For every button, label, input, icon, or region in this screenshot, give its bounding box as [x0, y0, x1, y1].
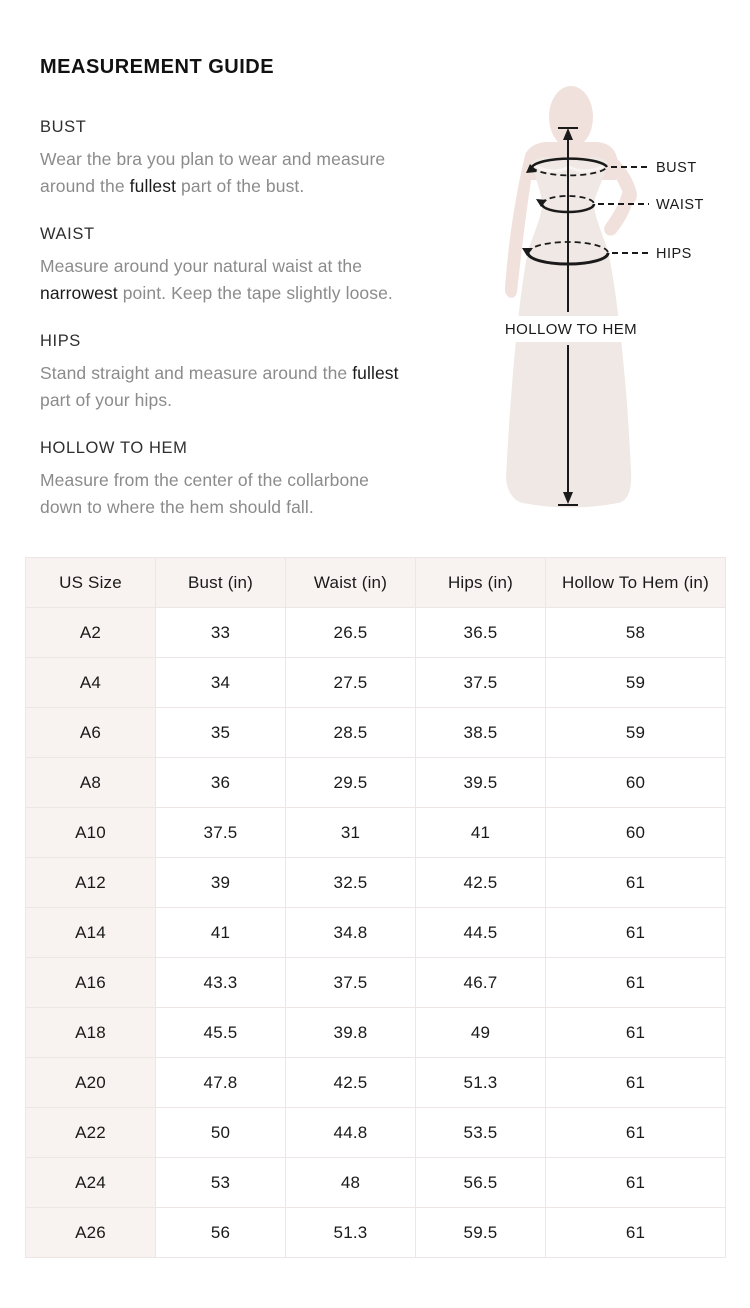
measurement-cell: 38.5: [416, 708, 546, 758]
table-row: [26, 658, 726, 708]
measurement-cell: 43.3: [156, 958, 286, 1008]
text-run-emphasis: narrowest: [40, 283, 118, 303]
measurement-cell: 42.5: [416, 858, 546, 908]
instruction-sections: [40, 116, 490, 544]
measurement-cell: 50: [156, 1108, 286, 1158]
measurement-cell: 36: [156, 758, 286, 808]
hollow-to-hem-diagram-label: HOLLOW TO HEM: [504, 321, 638, 338]
table-row: [26, 858, 726, 908]
measurement-cell: 51.3: [416, 1058, 546, 1108]
measurement-cell: 45.5: [156, 1008, 286, 1058]
size-cell: A10: [26, 808, 156, 858]
measurement-cell: 42.5: [286, 1058, 416, 1108]
measurement-cell: 37.5: [286, 958, 416, 1008]
measurement-cell: 61: [546, 1108, 726, 1158]
column-header-hollow-to-hem: Hollow To Hem (in): [546, 558, 726, 608]
table-row: [26, 1058, 726, 1108]
measurement-cell: 53: [156, 1158, 286, 1208]
measurement-cell: 32.5: [286, 858, 416, 908]
text-run: Measure around your natural waist at the: [40, 256, 363, 276]
section-bust-text: [40, 146, 490, 200]
size-chart-body: [26, 608, 726, 1258]
measurement-cell: 46.7: [416, 958, 546, 1008]
column-header-waist: Waist (in): [286, 558, 416, 608]
measurement-cell: 29.5: [286, 758, 416, 808]
measurement-cell: 53.5: [416, 1108, 546, 1158]
measurement-cell: 39.5: [416, 758, 546, 808]
measurement-cell: 39: [156, 858, 286, 908]
measurement-cell: 31: [286, 808, 416, 858]
column-header-us-size: US Size: [26, 558, 156, 608]
page-title: MEASUREMENT GUIDE: [40, 56, 275, 78]
measurement-cell: 26.5: [286, 608, 416, 658]
text-run: Measure from the center of the collarbone: [40, 470, 369, 490]
text-run: Stand straight and measure around the: [40, 363, 353, 383]
size-cell: A4: [26, 658, 156, 708]
table-row: [26, 1008, 726, 1058]
size-cell: A22: [26, 1108, 156, 1158]
section-waist-text: [40, 253, 490, 307]
section-bust-label: BUST: [40, 118, 87, 136]
table-row: [26, 1208, 726, 1258]
measurement-cell: 61: [546, 1208, 726, 1258]
measurement-cell: 61: [546, 1058, 726, 1108]
measurement-cell: 47.8: [156, 1058, 286, 1108]
measurement-cell: 39.8: [286, 1008, 416, 1058]
measurement-cell: 44.5: [416, 908, 546, 958]
text-run-emphasis: fullest: [129, 176, 177, 196]
measurement-diagram: [470, 40, 750, 515]
table-row: [26, 958, 726, 1008]
size-cell: A12: [26, 858, 156, 908]
measurement-cell: 61: [546, 908, 726, 958]
measurement-cell: 41: [416, 808, 546, 858]
waist-diagram-label: WAIST: [656, 197, 704, 213]
size-chart-header: [26, 558, 726, 608]
measurement-cell: 59: [546, 708, 726, 758]
measurement-cell: 28.5: [286, 708, 416, 758]
measurement-cell: 59: [546, 658, 726, 708]
measurement-cell: 61: [546, 958, 726, 1008]
size-cell: A14: [26, 908, 156, 958]
table-row: [26, 908, 726, 958]
size-cell: A6: [26, 708, 156, 758]
text-run: point. Keep the tape slightly loose.: [117, 283, 393, 303]
table-row: [26, 1158, 726, 1208]
text-run-emphasis: fullest: [352, 363, 399, 383]
measurement-cell: 34.8: [286, 908, 416, 958]
text-run: Wear the bra you plan to wear and measure: [40, 149, 386, 169]
section-hips-label: HIPS: [40, 332, 81, 350]
section-bust: [40, 116, 490, 200]
table-row: [26, 1108, 726, 1158]
section-hollow-to-hem: [40, 437, 490, 521]
measurement-cell: 27.5: [286, 658, 416, 708]
table-row: [26, 708, 726, 758]
measurement-cell: 37.5: [416, 658, 546, 708]
section-hips: [40, 330, 490, 414]
size-cell: A2: [26, 608, 156, 658]
table-row: [26, 758, 726, 808]
measurement-cell: 59.5: [416, 1208, 546, 1258]
size-cell: A18: [26, 1008, 156, 1058]
size-chart-table: [25, 557, 726, 1258]
text-run: part of your hips.: [40, 390, 173, 410]
measurement-cell: 51.3: [286, 1208, 416, 1258]
measurement-cell: 35: [156, 708, 286, 758]
column-header-hips: Hips (in): [416, 558, 546, 608]
section-hollow-to-hem-text: [40, 467, 490, 521]
size-cell: A24: [26, 1158, 156, 1208]
bust-diagram-label: BUST: [656, 160, 697, 176]
measurement-cell: 58: [546, 608, 726, 658]
measurement-cell: 36.5: [416, 608, 546, 658]
section-waist: [40, 223, 490, 307]
measurement-cell: 49: [416, 1008, 546, 1058]
size-cell: A16: [26, 958, 156, 1008]
measurement-cell: 44.8: [286, 1108, 416, 1158]
measurement-cell: 34: [156, 658, 286, 708]
measurement-cell: 61: [546, 1008, 726, 1058]
table-row: [26, 608, 726, 658]
measurement-cell: 41: [156, 908, 286, 958]
dress-silhouette-figure: [470, 40, 750, 515]
text-run: around the: [40, 176, 130, 196]
section-hollow-to-hem-label: HOLLOW TO HEM: [40, 439, 188, 457]
header-row: [26, 558, 726, 608]
table-row: [26, 808, 726, 858]
section-waist-label: WAIST: [40, 225, 95, 243]
measurement-cell: 61: [546, 1158, 726, 1208]
size-cell: A8: [26, 758, 156, 808]
measurement-cell: 56.5: [416, 1158, 546, 1208]
measurement-cell: 60: [546, 758, 726, 808]
text-run: part of the bust.: [176, 176, 305, 196]
hips-diagram-label: HIPS: [656, 246, 692, 262]
measurement-cell: 33: [156, 608, 286, 658]
measurement-cell: 61: [546, 858, 726, 908]
measurement-cell: 37.5: [156, 808, 286, 858]
column-header-bust: Bust (in): [156, 558, 286, 608]
size-cell: A26: [26, 1208, 156, 1258]
measurement-cell: 48: [286, 1158, 416, 1208]
text-run: down to where the hem should fall.: [40, 497, 314, 517]
size-cell: A20: [26, 1058, 156, 1108]
section-hips-text: [40, 360, 490, 414]
measurement-cell: 60: [546, 808, 726, 858]
measurement-cell: 56: [156, 1208, 286, 1258]
